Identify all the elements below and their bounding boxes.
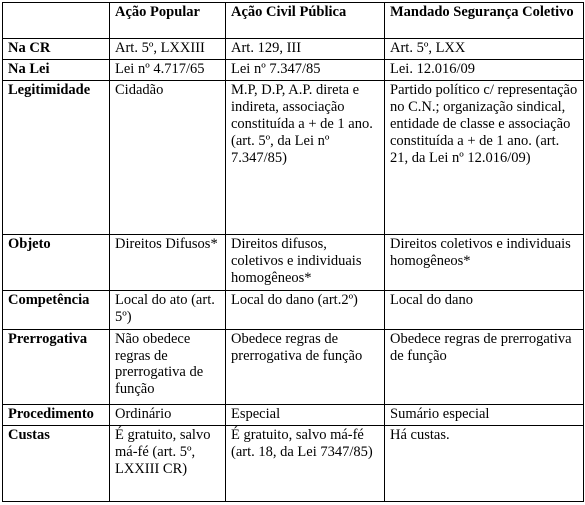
cell-procedimento-acao-civil-publica: Especial <box>226 405 385 426</box>
comparison-table <box>2 2 584 502</box>
row-label-prerrogativa: Prerrogativa <box>3 329 110 404</box>
cell-custas-acao-civil-publica: É gratuito, salvo má-fé (art. 18, da Lei 7347/85) <box>226 426 385 502</box>
header-mandado-seguranca-coletivo: Mandado Segurança Coletivo <box>385 3 584 39</box>
table-row-prerrogativa <box>3 329 584 404</box>
cell-prerrogativa-acao-civil-publica: Obedece regras de prerrogativa de função <box>226 329 385 404</box>
cell-na-lei-mandado-seguranca: Lei. 12.016/09 <box>385 60 584 81</box>
row-label-procedimento: Procedimento <box>3 405 110 426</box>
row-label-legitimidade: Legitimidade <box>3 81 110 235</box>
cell-custas-acao-popular: É gratuito, salvo má-fé (art. 5º, LXXIII CR) <box>110 426 226 502</box>
cell-competencia-acao-popular: Local do ato (art. 5º) <box>110 291 226 329</box>
cell-procedimento-acao-popular: Ordinário <box>110 405 226 426</box>
table-row-legitimidade <box>3 81 584 235</box>
header-acao-civil-publica: Ação Civil Pública <box>226 3 385 39</box>
header-row <box>3 3 584 39</box>
table-row-procedimento <box>3 405 584 426</box>
cell-prerrogativa-acao-popular: Não obedece regras de prerrogativa de função <box>110 329 226 404</box>
table-row-na-cr <box>3 39 584 60</box>
row-label-na-lei: Na Lei <box>3 60 110 81</box>
cell-objeto-mandado-seguranca: Direitos coletivos e individuais homogêneos* <box>385 235 584 291</box>
cell-objeto-acao-civil-publica: Direitos difusos, coletivos e individuais homogêneos* <box>226 235 385 291</box>
cell-custas-mandado-seguranca: Há custas. <box>385 426 584 502</box>
table-row-na-lei <box>3 60 584 81</box>
cell-competencia-acao-civil-publica: Local do dano (art.2º) <box>226 291 385 329</box>
table-row-custas <box>3 426 584 502</box>
cell-legitimidade-mandado-seguranca: Partido político c/ representação no C.N.; organização sindical, entidade de classe e associação constituída a + de 1 ano. (art. 21, da Lei nº 12.016/09) <box>385 81 584 235</box>
table-row-objeto <box>3 235 584 291</box>
cell-na-cr-mandado-seguranca: Art. 5º, LXX <box>385 39 584 60</box>
cell-na-lei-acao-civil-publica: Lei nº 7.347/85 <box>226 60 385 81</box>
row-label-custas: Custas <box>3 426 110 502</box>
row-label-na-cr: Na CR <box>3 39 110 60</box>
table-row-competencia <box>3 291 584 329</box>
cell-objeto-acao-popular: Direitos Difusos* <box>110 235 226 291</box>
row-label-competencia: Competência <box>3 291 110 329</box>
cell-prerrogativa-mandado-seguranca: Obedece regras de prerrogativa de função <box>385 329 584 404</box>
row-label-objeto: Objeto <box>3 235 110 291</box>
cell-na-cr-acao-popular: Art. 5º, LXXIII <box>110 39 226 60</box>
cell-na-cr-acao-civil-publica: Art. 129, III <box>226 39 385 60</box>
cell-procedimento-mandado-seguranca: Sumário especial <box>385 405 584 426</box>
cell-competencia-mandado-seguranca: Local do dano <box>385 291 584 329</box>
cell-legitimidade-acao-civil-publica: M.P, D.P, A.P. direta e indireta, associação constituída a + de 1 ano. (art. 5º, da Lei nº 7.347/85) <box>226 81 385 235</box>
header-acao-popular: Ação Popular <box>110 3 226 39</box>
cell-legitimidade-acao-popular: Cidadão <box>110 81 226 235</box>
cell-na-lei-acao-popular: Lei nº 4.717/65 <box>110 60 226 81</box>
header-empty <box>3 3 110 39</box>
